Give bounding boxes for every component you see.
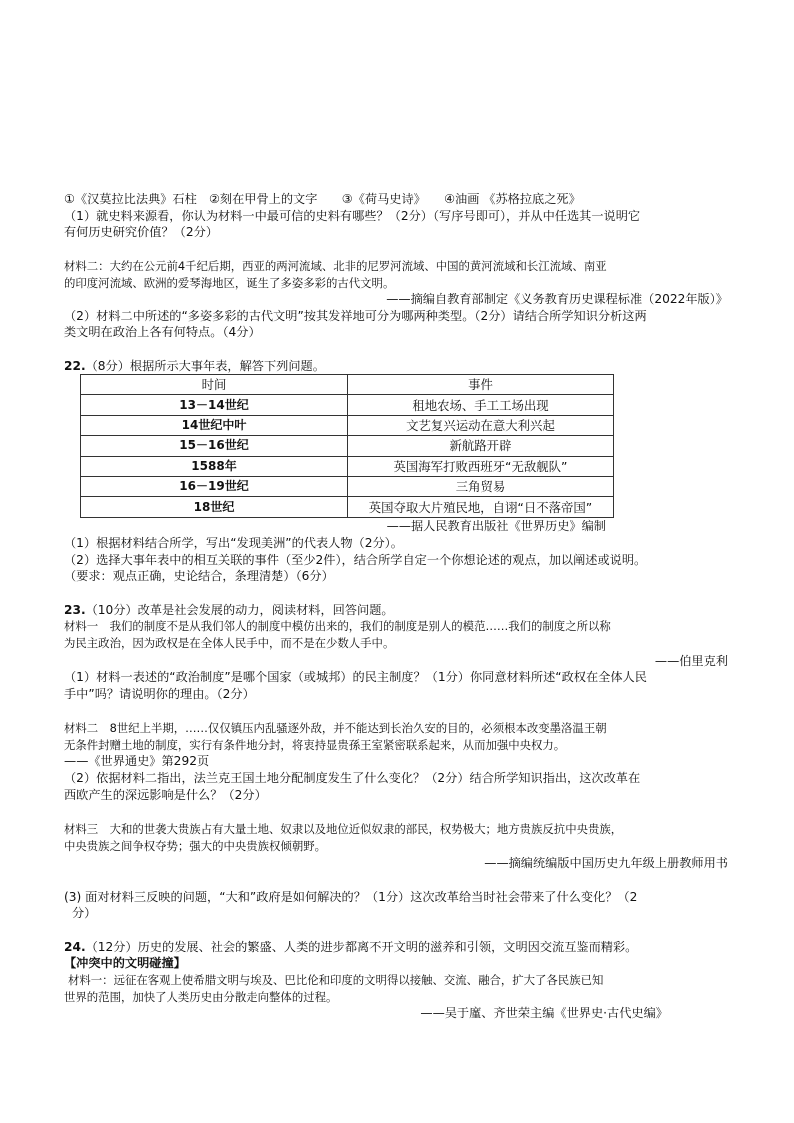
- q23-sub2-line1: （2）依据材料二指出，法兰克王国土地分配制度发生了什么变化？（2分）结合所学知识指出，这次改革在: [64, 771, 641, 785]
- q23-stem-text: （10分）改革是社会发展的动力，阅读材料，回答问题。: [85, 603, 394, 617]
- q24-material1-source: ——吴于廑、齐世荣主编《世界史·古代史编》: [420, 1006, 668, 1020]
- q21-options: ①《汉莫拉比法典》石柱 ②刻在甲骨上的文字 ③《荷马史诗》 ④油画 《苏格拉底之死》: [64, 192, 581, 206]
- time-cell: 18世纪: [81, 497, 348, 517]
- event-cell: 文艺复兴运动在意大利兴起: [348, 415, 614, 435]
- q23-material2-line2: 无条件封赠土地的制度，实行有条件地分封，将衷持显贵孫王室紧密联系起来，从而加强中央权力。: [64, 738, 566, 752]
- q24-material1-line2: 世界的范围，加快了人类历史由分散走向整体的过程。: [64, 990, 338, 1004]
- q23-material1-line1: 材料一 我们的制度不是从我们邻人的制度中模仿出来的，我们的制度是别人的模范……我们的制度之所以称: [64, 619, 611, 633]
- q23-material2-source: ——《世界通史》第292页: [64, 754, 210, 768]
- q22-sub1: （1）根据材料结合所学，写出“发现美洲”的代表人物（2分）。: [64, 536, 403, 550]
- q21-sub1-line2: 有何历史研究价值？（2分）: [64, 225, 219, 239]
- q24-section-heading: 【冲突中的文明碰撞】: [64, 956, 186, 970]
- time-cell: 1588年: [81, 456, 348, 476]
- table-row: [81, 497, 614, 517]
- q23-material3-source: ——摘编统编版中国历史九年级上册教师用书: [484, 856, 728, 870]
- q22-sub2-line2: （要求：观点正确，史论结合，条理清楚）（6分）: [64, 569, 334, 583]
- q23-sub2-line2: 西欧产生的深远影响是什么？（2分）: [64, 788, 267, 802]
- q23-material1-source: ——伯里克利: [654, 654, 728, 668]
- header-event: 事件: [348, 375, 614, 395]
- q23-sub3-line2: 分）: [72, 906, 97, 920]
- q22-sub2-line1: （2）选择大事年表中的相互关联的事件（至少2件），结合所学自定一个你想论述的观点，加以阐述或说明。: [64, 553, 647, 567]
- time-cell: 16－19世纪: [81, 476, 348, 496]
- table-row: [81, 415, 614, 435]
- event-cell: 租地农场、手工工场出现: [348, 395, 614, 415]
- q23-material1-line2: 为民主政治，因为政权是在全体人民手中，而不是在少数人手中。: [64, 636, 395, 650]
- q22-table-source: ——据人民教育出版社《世界历史》编制: [386, 519, 606, 533]
- time-cell: 13－14世纪: [81, 395, 348, 415]
- q23-sub1-line1: （1）材料一表述的“政治制度”是哪个国家（或城邦）的民主制度？（1分）你同意材料所述“政权在全体人民: [64, 670, 647, 684]
- q23-material3-line1: 材料三 大和的世袭大贵族占有大量土地、奴隶以及地位近似奴隶的部民，权势极大；地方贵族反抗中央贵族，: [64, 822, 623, 836]
- event-cell: 新航路开辟: [348, 436, 614, 456]
- q24-number: 24.: [64, 940, 86, 954]
- time-cell: 14世纪中叶: [81, 415, 348, 435]
- q21-sub2-line1: （2）材料二中所述的“多姿多彩的古代文明”按其发祥地可分为哪两种类型。（2分）请结合所学知识分析这两: [64, 309, 647, 323]
- header-time: 时间: [81, 375, 348, 395]
- time-cell: 15－16世纪: [81, 436, 348, 456]
- q21-material2-source: ——摘编自教育部制定《义务教育历史课程标准（2022年版）》: [386, 292, 728, 306]
- q21-material2-line2: 的印度河流域、欧洲的爱琴海地区，诞生了多姿多彩的古代文明。: [64, 276, 395, 290]
- event-cell: 三角贸易: [348, 476, 614, 496]
- q24-stem: [64, 939, 637, 955]
- q22-number: 22.: [64, 359, 86, 373]
- table-header-row: [81, 375, 614, 395]
- q21-material2-line1: 材料二：大约在公元前4千纪后期，西亚的两河流域、北非的尼罗河流域、中国的黄河流域和长江流域、南亚: [64, 259, 607, 273]
- q21-sub2-line2: 类文明在政治上各有何特点。（4分）: [64, 325, 261, 339]
- q22-stem: [64, 358, 325, 374]
- table-row: [81, 476, 614, 496]
- event-cell: 英国夺取大片殖民地，自诩“日不落帝国”: [348, 497, 614, 517]
- q23-number: 23.: [64, 603, 86, 617]
- q23-material2-line1: 材料二 8世纪上半期，……仅仅镇压内乱骚逐外敌，并不能达到长治久安的目的，必须根本改变墨洛温王朝: [64, 721, 607, 735]
- event-timeline-table: [80, 374, 614, 518]
- q22-stem-text: （8分）根据所示大事年表，解答下列问题。: [85, 359, 325, 373]
- q24-material1-line1: 材料一：远征在客观上使希腊文明与埃及、巴比伦和印度的文明得以接触、交流、融合，扩大了各民族已知: [68, 973, 604, 987]
- q23-sub1-line2: 手中”吗？请说明你的理由。（2分）: [64, 687, 255, 701]
- table-row: [81, 456, 614, 476]
- q23-stem: [64, 602, 394, 618]
- q23-sub3-line1: (3) 面对材料三反映的问题，“大和”政府是如何解决的？（1分）这次改革给当时社会带来了什么变化？（2: [64, 890, 638, 904]
- q21-sub1-line1: （1）就史料来源看，你认为材料一中最可信的史料有哪些？（2分）（写序号即可），并从中任选其一说明它: [64, 209, 641, 223]
- table-row: [81, 395, 614, 415]
- q23-material3-line2: 中央贵族之间争权夺势；强大的中央贵族权倾朝野。: [64, 839, 326, 853]
- event-cell: 英国海军打败西班牙“无敌舰队”: [348, 456, 614, 476]
- table-row: [81, 436, 614, 456]
- q24-stem-text: （12分）历史的发展、社会的繁盛、人类的进步都离不开文明的滋养和引领，文明因交流互鉴而精彩。: [85, 940, 638, 954]
